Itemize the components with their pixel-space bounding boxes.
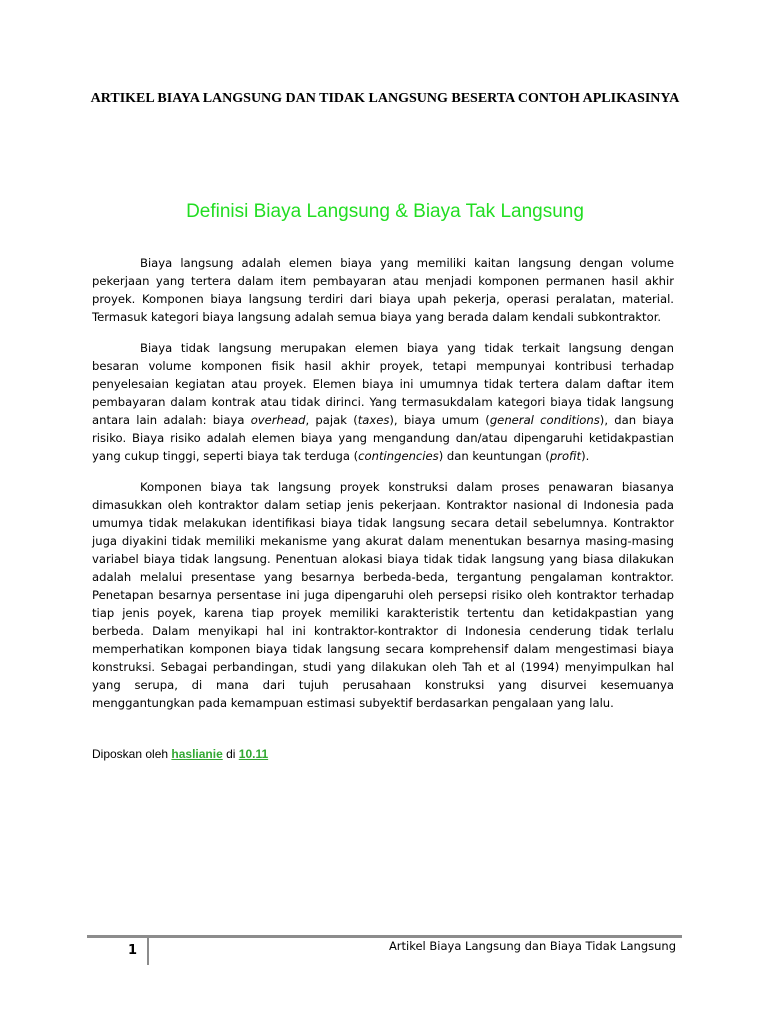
- italic-term-contingencies: contingencies: [358, 449, 439, 463]
- text-run: Biaya tidak langsung merupakan elemen biaya yang tidak terkait langsung dengan besaran volume komponen fisik hasil akhir proyek, tetapi mempunyai kontribusi terhadap penyelesaian kegiatan atau proyek. Elemen biaya ini umumnya tidak tertera dalam daftar item pembayaran dalam kontrak atau tidak dirinci. Yang termasukdalam kategori biaya tidak langsung antara lain adalah: biaya: [92, 341, 674, 427]
- italic-term-overhead: overhead: [250, 413, 306, 427]
- post-time-link[interactable]: 10.11: [238, 747, 269, 761]
- author-link[interactable]: haslianie: [171, 747, 223, 761]
- text-run: ).: [581, 449, 590, 463]
- paragraph-indirect-components: Komponen biaya tak langsung proyek konstruksi dalam proses penawaran biasanya dimasukkan oleh kontraktor dalam setiap jenis pekerjaan. Kontraktor nasional di Indonesia pada umumya tidak melakukan identifikasi biaya tidak langsung secara detail sebelumnya. Kontraktor juga diyakini tidak memiliki mekanisme yang akurat dalam menentukan besarnya masing-masing variabel biaya tidak langsung. Penentuan alokasi biaya tidak tidak langsung yang biasa dilakukan adalah melalui presentase yang besarnya berbeda-beda, tergantung pengalaman kontraktor. Penetapan besarnya persentase ini juga dipengaruhi oleh persepsi risiko oleh kontraktor terhadap tiap jenis poyek, karena tiap proyek memiliki karakteristik tertentu dan ketidakpastian yang berbeda. Dalam menyikapi hal ini kontraktor-kontraktor di Indonesia cenderung tidak terlalu memperhatikan komponen biaya tidak langsung secara komprehensif dalam mengestimasi biaya konstruksi. Sebagai perbandingan, studi yang dilakukan oleh Tah et al (1994) menyimpulkan hal yang serupa, di mana dari tujuh perusahaan konstruksi yang disurvei kesemuanya menggantungkan pada kemampuan estimasi subyektif berdasarkan pengalaan yang lalu.: [92, 480, 674, 710]
- text-run: , pajak (: [305, 413, 358, 427]
- footer-vertical-divider: [147, 938, 149, 965]
- post-meta-middle: di: [222, 747, 239, 761]
- section-heading: Definisi Biaya Langsung & Biaya Tak Langsung: [186, 201, 584, 222]
- italic-term-general-conditions: general conditions: [489, 413, 600, 427]
- running-footer-title: Artikel Biaya Langsung dan Biaya Tidak Langsung: [388, 939, 676, 953]
- post-meta: [92, 746, 268, 762]
- italic-term-taxes: taxes: [357, 413, 390, 427]
- paragraph-direct-cost: Biaya langsung adalah elemen biaya yang memiliki kaitan langsung dengan volume pekerjaan yang tertera dalam item pembayaran atau menjadi komponen permanen hasil akhir proyek. Komponen biaya langsung terdiri dari biaya upah pekerja, operasi peralatan, material. Termasuk kategori biaya langsung adalah semua biaya yang berada dalam kendali subkontraktor.: [92, 256, 674, 324]
- post-meta-prefix: Diposkan oleh: [92, 747, 172, 761]
- page-number: 1: [128, 943, 138, 958]
- text-run: ), dan biaya risiko. Biaya risiko adalah elemen biaya yang mengandung dan/atau dipengaruhi ketidakpastian yang cukup tinggi, seperti biaya tak terduga (: [92, 413, 674, 463]
- text-run: ) dan keuntungan (: [438, 449, 550, 463]
- italic-term-profit: profit: [549, 449, 582, 463]
- text-run: ), biaya umum (: [389, 413, 490, 427]
- document-title: ARTIKEL BIAYA LANGSUNG DAN TIDAK LANGSUNG BESERTA CONTOH APLIKASINYA: [90, 91, 680, 106]
- paragraph-indirect-cost: [92, 339, 674, 465]
- article-body: [92, 254, 674, 725]
